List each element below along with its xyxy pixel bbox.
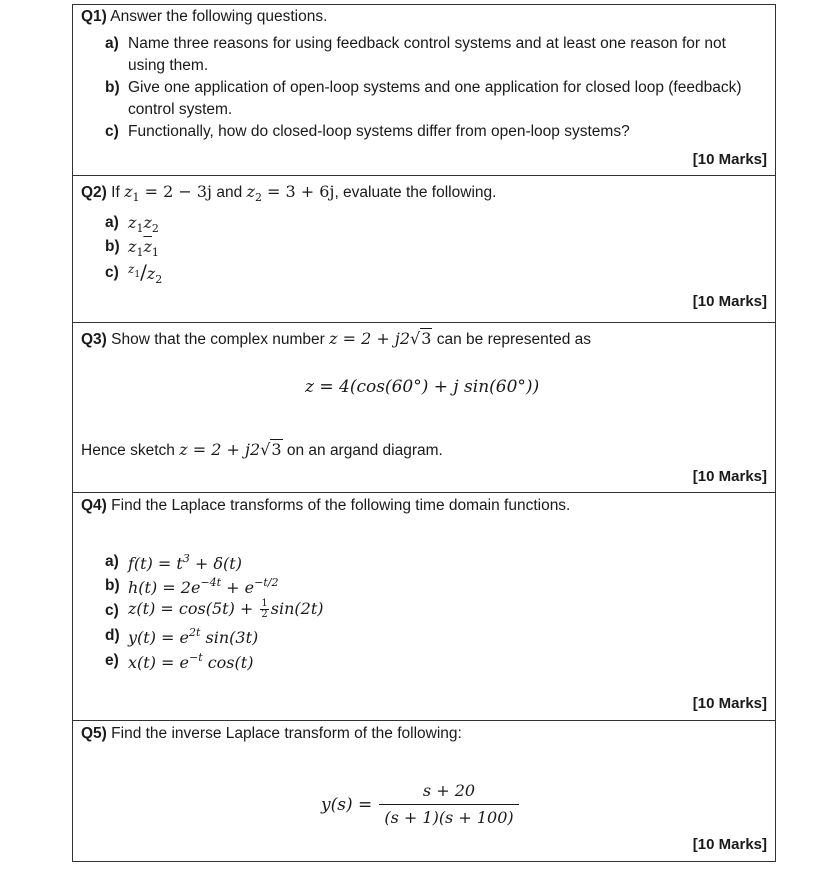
q1-part-b-label: b) (105, 79, 120, 96)
question-1-heading: Q1) (81, 8, 107, 25)
question-3-z-start: z = 2 + j2 (329, 329, 411, 348)
q4-item-c-fraction (260, 599, 268, 620)
question-5-fraction (379, 781, 519, 827)
q1-part-c-line1: Functionally, how do closed-loop systems differ from open-loop systems? (128, 123, 630, 140)
q1-part-b-line2: control system. (128, 101, 233, 118)
question-2-and: and (216, 184, 243, 201)
q2-part-c-label: c) (105, 264, 119, 281)
question-4-heading: Q4) (81, 497, 107, 514)
q2-part-c-expr: $^{z_1}/z_2$ (128, 260, 163, 286)
question-2-box (72, 175, 776, 323)
question-3-box (72, 322, 776, 493)
q4-item-e-exp: −t (188, 651, 203, 664)
question-5-marks: [10 Marks] (692, 836, 767, 853)
q4-item-b-label: b) (105, 577, 120, 594)
question-3-intro: Show that the complex number (111, 331, 325, 348)
question-2-marks: [10 Marks] (692, 293, 767, 310)
q4-item-a-label: a) (105, 553, 119, 570)
q4-item-b-mid: + e (221, 578, 255, 597)
question-2-tail: , evaluate the following. (334, 184, 497, 201)
q4-item-d-rhs: sin(3t) (200, 628, 259, 647)
q4-item-a-rhs: + δ(t) (189, 554, 242, 573)
q4-item-e-rhs: cos(t) (202, 653, 254, 672)
question-2-if: If (111, 184, 120, 201)
question-5-intro: Find the inverse Laplace transform of the following: (111, 725, 462, 742)
question-3-hence (81, 440, 443, 460)
q4-item-c-frac-num: 1 (261, 598, 268, 609)
question-2-prompt (81, 182, 496, 204)
question-5-denominator: (s + 1)(s + 100) (384, 808, 514, 827)
question-4-intro: Find the Laplace transforms of the following time domain functions. (111, 497, 571, 514)
q4-item-c-lhs: z(t) = cos(5t) + (128, 599, 259, 618)
question-5-numerator: s + 20 (379, 781, 519, 805)
q2-part-a-label: a) (105, 214, 119, 231)
question-3-marks: [10 Marks] (692, 468, 767, 485)
q4-item-a-lhs: f(t) = t (128, 554, 183, 573)
q1-part-a-label: a) (105, 35, 119, 52)
q4-item-e-label: e) (105, 652, 119, 669)
q2-part-b-expr: $z_1\overline{z}_1$ (128, 237, 159, 259)
q4-item-c-rhs: sin(2t) (270, 599, 324, 618)
question-4-marks: [10 Marks] (692, 695, 767, 712)
question-3-hence-z-start: z = 2 + j2 (179, 440, 261, 459)
question-3-hence-expression: z = 2 + j2√3 (179, 440, 282, 459)
q4-item-b-exp: −4t (200, 576, 222, 589)
q1-part-b-line1: Give one application of open-loop systems and one application for closed loop (feedback) (128, 79, 742, 96)
question-5-box (72, 720, 776, 862)
question-3-root: 3 (421, 329, 432, 348)
question-4-box (72, 492, 776, 721)
question-5-prompt (81, 725, 462, 743)
question-2-z1: $z_1 = 2 - 3j$ (124, 182, 213, 204)
q4-item-e-lhs: x(t) = e (128, 653, 189, 672)
question-3-heading: Q3) (81, 331, 107, 348)
question-3-hence-root: 3 (271, 440, 282, 459)
q4-item-e-expr (128, 651, 253, 672)
q2-part-a-expr: $z_1z_2$ (128, 213, 159, 235)
question-3-intro-tail: can be represented as (436, 331, 591, 348)
q4-item-c-label: c) (105, 602, 119, 619)
q4-item-a-expr (128, 552, 242, 573)
question-3-z-expression: z = 2 + j2√3 (329, 329, 432, 348)
q4-item-c-frac-den: 2 (261, 609, 268, 620)
q4-item-c-expr (128, 599, 324, 620)
question-3-hence-tail: on an argand diagram. (286, 442, 443, 459)
q4-item-b-lhs: h(t) = 2e (128, 578, 201, 597)
question-3-prompt (81, 329, 591, 349)
q1-part-a-line2: using them. (128, 57, 209, 74)
question-1-marks: [10 Marks] (692, 151, 767, 168)
q4-item-b-exp2: −t/2 (254, 576, 279, 589)
q4-item-d-label: d) (105, 627, 120, 644)
q1-part-c-label: c) (105, 123, 119, 140)
question-2-z2: $z_2 = 3 + 6j$ (246, 182, 335, 204)
q4-item-a-exp: 3 (182, 552, 190, 565)
q4-item-d-exp: 2t (189, 626, 201, 639)
question-1-box (72, 4, 776, 176)
q2-part-b-label: b) (105, 238, 120, 255)
question-1-intro: Answer the following questions. (110, 8, 328, 25)
q4-item-d-expr (128, 626, 258, 647)
question-3-hence-text: Hence sketch (81, 442, 175, 459)
question-2-z2-def: = 3 + 6j (267, 182, 335, 201)
question-5-lhs: y(s) = (321, 795, 373, 815)
question-3-polar-form: z = 4(cos(60°) + j sin(60°)) (305, 377, 540, 397)
q4-item-d-lhs: y(t) = e (128, 628, 189, 647)
question-5-heading: Q5) (81, 725, 107, 742)
question-2-z1-def: = 2 − 3j (144, 182, 213, 201)
question-4-prompt (81, 497, 570, 515)
q4-item-b-expr (128, 576, 278, 597)
q1-part-a-line1: Name three reasons for using feedback control systems and at least one reason for not (128, 35, 726, 52)
question-2-heading: Q2) (81, 184, 107, 201)
question-1-prompt (81, 8, 327, 26)
